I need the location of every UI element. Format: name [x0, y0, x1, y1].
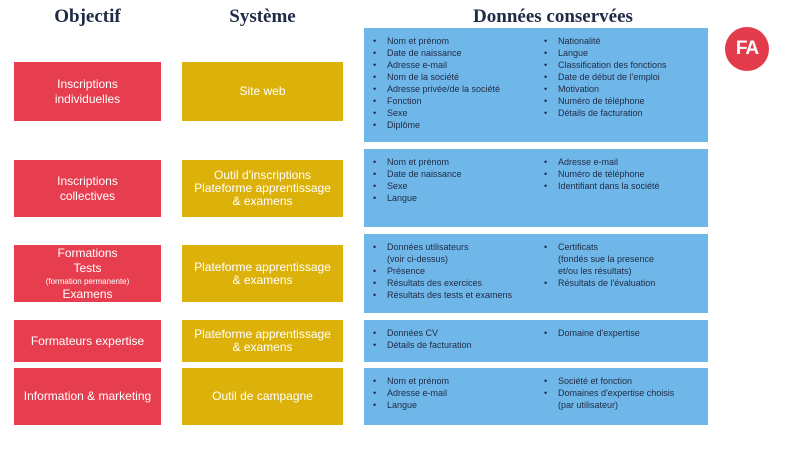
donnees-list-left: [373, 35, 533, 131]
objectif-line: Inscriptions: [57, 173, 118, 188]
list-item-text: Date de naissance: [387, 48, 462, 58]
list-item: [373, 327, 533, 339]
systeme-line: Plateforme apprentissage: [194, 259, 331, 274]
list-item: [544, 107, 704, 119]
list-item-text: Numéro de téléphone: [558, 96, 645, 106]
list-item-text: Adresse e-mail: [387, 60, 448, 70]
systeme-box: [182, 160, 343, 217]
list-item: [373, 47, 533, 59]
objectif-box: [14, 62, 161, 121]
list-item-text: Nom et prénom: [387, 36, 450, 46]
list-item-text: Société et fonction: [558, 376, 633, 386]
list-item-text: Domaine d'expertise: [558, 328, 640, 338]
list-item: [544, 168, 704, 180]
list-item: [373, 107, 533, 119]
list-item-text: Résultats de l'évaluation: [558, 278, 656, 288]
bullet-icon: •: [373, 72, 377, 82]
list-item-text: Diplôme: [387, 120, 421, 130]
list-item: [373, 289, 533, 301]
header-systeme: Système: [229, 6, 296, 27]
list-item-text: Fonction: [387, 96, 422, 106]
bullet-icon: •: [373, 157, 377, 167]
list-item: [373, 192, 533, 204]
list-item-text: Langue: [387, 193, 418, 203]
bullet-icon: •: [373, 96, 377, 106]
list-item-text: Langue: [387, 400, 418, 410]
bullet-icon: •: [544, 376, 548, 386]
bullet-icon: •: [544, 242, 548, 252]
list-item-text: Sexe: [387, 181, 408, 191]
list-item-text: Numéro de téléphone: [558, 169, 645, 179]
list-item-text: Sexe: [387, 108, 408, 118]
bullet-icon: •: [373, 340, 377, 350]
list-item: [373, 71, 533, 83]
list-item: [544, 71, 704, 83]
list-item: [373, 265, 533, 277]
bullet-icon: •: [544, 60, 548, 70]
objectif-line: Inscriptions: [57, 76, 118, 91]
donnees-box: [364, 28, 708, 142]
systeme-box: [182, 368, 343, 425]
donnees-list-right: [544, 35, 704, 119]
systeme-line: Plateforme apprentissage: [194, 327, 331, 341]
list-item: [373, 95, 533, 107]
objectif-line: Examens: [62, 286, 113, 301]
donnees-list-right: [544, 156, 704, 192]
bullet-icon: •: [544, 72, 548, 82]
list-item-text: Classification des fonctions: [558, 60, 667, 70]
list-item-text: Adresse e-mail: [387, 388, 448, 398]
objectif-line: collectives: [59, 188, 116, 203]
systeme-line: & examens: [232, 340, 293, 354]
header-objectif: Objectif: [54, 6, 121, 27]
fa-logo: FA: [725, 27, 769, 71]
list-item-text: Détails de facturation: [558, 108, 643, 118]
list-item-text: Nom de la société: [387, 72, 460, 82]
bullet-icon: •: [373, 242, 377, 252]
list-item-text: Nom et prénom: [387, 376, 450, 386]
systeme-box: [182, 62, 343, 121]
systeme-line: Plateforme apprentissage: [194, 181, 331, 195]
objectif-box: [14, 320, 161, 362]
list-item: [544, 387, 704, 411]
systeme-box: [182, 320, 343, 362]
donnees-box: [364, 368, 708, 425]
donnees-list-left: [373, 375, 533, 411]
systeme-line: Outil d'inscriptions: [214, 168, 311, 182]
bullet-icon: •: [544, 328, 548, 338]
list-item-text: Résultats des exercices: [387, 278, 483, 288]
objectif-line: Tests: [73, 260, 102, 275]
systeme-line: & examens: [232, 272, 293, 287]
bullet-icon: •: [544, 181, 548, 191]
list-item: [544, 156, 704, 168]
bullet-icon: •: [373, 36, 377, 46]
objectif-line: Formateurs expertise: [30, 333, 145, 348]
bullet-icon: •: [373, 60, 377, 70]
list-item: [373, 277, 533, 289]
objectif-line: Formations: [57, 245, 118, 260]
systeme-line: Outil de campagne: [212, 389, 313, 403]
bullet-icon: •: [373, 290, 377, 300]
donnees-list-right: [544, 327, 704, 339]
list-item-text: Motivation: [558, 84, 600, 94]
list-item-text: Données utilisateurs (voir ci-dessus): [387, 242, 469, 264]
list-item: [544, 59, 704, 71]
bullet-icon: •: [544, 48, 548, 58]
list-item-text: Nationalité: [558, 36, 601, 46]
header-donnees: Données conservées: [473, 6, 633, 27]
bullet-icon: •: [373, 169, 377, 179]
list-item-text: Certificats (fondés sue la presence et/ou les résultats): [558, 242, 655, 276]
bullet-icon: •: [373, 193, 377, 203]
list-item-text: Adresse privée/de la société: [387, 84, 501, 94]
list-item: [544, 35, 704, 47]
systeme-line: Site web: [239, 84, 286, 98]
list-item: [544, 241, 704, 277]
list-item: [544, 180, 704, 192]
list-item: [544, 95, 704, 107]
list-item-text: Nom et prénom: [387, 157, 450, 167]
list-item: [373, 339, 533, 351]
list-item-text: Date de début de l'emploi: [558, 72, 660, 82]
list-item: [373, 119, 533, 131]
list-item: [373, 168, 533, 180]
bullet-icon: •: [373, 181, 377, 191]
list-item: [373, 399, 533, 411]
list-item: [544, 47, 704, 59]
bullet-icon: •: [544, 169, 548, 179]
bullet-icon: •: [373, 48, 377, 58]
bullet-icon: •: [544, 278, 548, 288]
list-item: [544, 327, 704, 339]
donnees-box: [364, 149, 708, 227]
bullet-icon: •: [373, 328, 377, 338]
donnees-list-left: [373, 156, 533, 204]
objectif-box: [14, 160, 161, 217]
list-item-text: Identifiant dans la société: [558, 181, 660, 191]
list-item-text: Détails de facturation: [387, 340, 472, 350]
bullet-icon: •: [544, 84, 548, 94]
objectif-box: [14, 368, 161, 425]
bullet-icon: •: [373, 388, 377, 398]
objectif-line: (formation permanente): [45, 276, 130, 286]
bullet-icon: •: [544, 108, 548, 118]
systeme-line: & examens: [232, 194, 293, 208]
list-item: [373, 59, 533, 71]
bullet-icon: •: [544, 96, 548, 106]
donnees-box: [364, 234, 708, 313]
list-item: [373, 241, 533, 265]
systeme-box: [182, 245, 343, 302]
list-item: [373, 387, 533, 399]
list-item: [544, 375, 704, 387]
objectif-line: Information & marketing: [23, 389, 152, 403]
bullet-icon: •: [373, 376, 377, 386]
list-item-text: Adresse e-mail: [558, 157, 619, 167]
list-item: [544, 83, 704, 95]
donnees-list-left: [373, 241, 533, 301]
donnees-list-left: [373, 327, 533, 351]
list-item-text: Domaines d'expertise choisis (par utilisateur): [558, 388, 675, 410]
list-item-text: Présence: [387, 266, 426, 276]
objectif-line: individuelles: [54, 91, 121, 106]
bullet-icon: •: [544, 157, 548, 167]
bullet-icon: •: [373, 278, 377, 288]
bullet-icon: •: [373, 400, 377, 410]
list-item: [373, 35, 533, 47]
list-item: [373, 83, 533, 95]
list-item-text: Données CV: [387, 328, 439, 338]
donnees-box: [364, 320, 708, 362]
bullet-icon: •: [544, 36, 548, 46]
objectif-box: [14, 245, 161, 302]
list-item: [373, 375, 533, 387]
donnees-list-right: [544, 375, 704, 411]
bullet-icon: •: [373, 108, 377, 118]
list-item: [373, 180, 533, 192]
list-item-text: Date de naissance: [387, 169, 462, 179]
list-item: [544, 277, 704, 289]
bullet-icon: •: [373, 120, 377, 130]
bullet-icon: •: [373, 84, 377, 94]
list-item-text: Résultats des tests et examens: [387, 290, 513, 300]
bullet-icon: •: [373, 266, 377, 276]
donnees-list-right: [544, 241, 704, 289]
list-item: [373, 156, 533, 168]
bullet-icon: •: [544, 388, 548, 398]
list-item-text: Langue: [558, 48, 589, 58]
